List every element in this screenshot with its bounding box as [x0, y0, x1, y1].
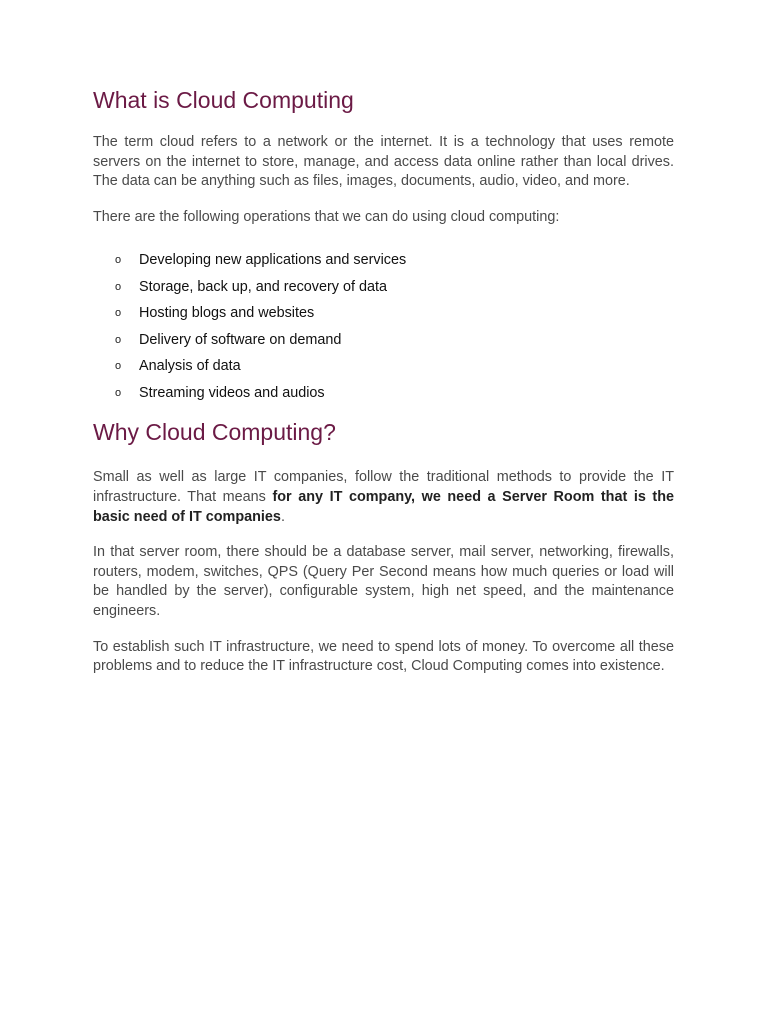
intro-paragraph: The term cloud refers to a network or the internet. It is a technology that uses remote servers on the internet to store, manage, and access data online rather than local drives. The data can be anything such as files, images, documents, audio, video, and more. — [93, 134, 674, 190]
list-item-text: Developing new applications and services — [139, 252, 407, 269]
bullet-icon: o — [115, 360, 122, 373]
bullet-icon: o — [115, 333, 122, 346]
document-page — [93, 84, 674, 677]
list-item — [93, 353, 674, 380]
list-item-text: Streaming videos and audios — [139, 384, 325, 401]
why-paragraph-1-bold: for any IT company, we need a Server Room that is the basic need of IT companies — [93, 488, 674, 525]
why-paragraph-2: In that server room, there should be a database server, mail server, networking, firewalls, routers, modem, switches, QPS (Query Per Second means how much queries or load will be handled by the server), configurable system, high net speed, and the maintenance engineers. — [93, 544, 674, 619]
why-paragraph-3: To establish such IT infrastructure, we need to spend lots of money. To overcome all these problems and to reduce the IT infrastructure cost, Cloud Computing comes into existence. — [93, 638, 674, 675]
why-paragraph-1-end: . — [280, 508, 285, 525]
list-item — [93, 327, 674, 354]
section-heading-why-cloud: Why Cloud Computing? — [93, 419, 336, 446]
bullet-icon: o — [115, 386, 122, 399]
list-item — [93, 300, 674, 327]
section-heading-what-is-cloud: What is Cloud Computing — [93, 87, 354, 113]
operations-list — [93, 247, 674, 406]
list-item-text: Delivery of software on demand — [139, 331, 342, 348]
bullet-icon: o — [115, 254, 122, 267]
bullet-icon: o — [115, 280, 122, 293]
list-item — [93, 274, 674, 301]
bullet-icon: o — [115, 307, 122, 320]
list-item-text: Storage, back up, and recovery of data — [139, 278, 387, 295]
list-item-text: Analysis of data — [139, 358, 241, 375]
why-paragraph-1 — [93, 468, 674, 527]
list-item — [93, 247, 674, 274]
operations-intro-paragraph: There are the following operations that we can do using cloud computing: — [93, 208, 560, 225]
why-paragraph-1-start: Small as well as large IT companies, follow the traditional methods to provide the IT infrastructure. That means — [93, 469, 674, 505]
list-item-text: Hosting blogs and websites — [139, 305, 315, 322]
list-item — [93, 380, 674, 407]
